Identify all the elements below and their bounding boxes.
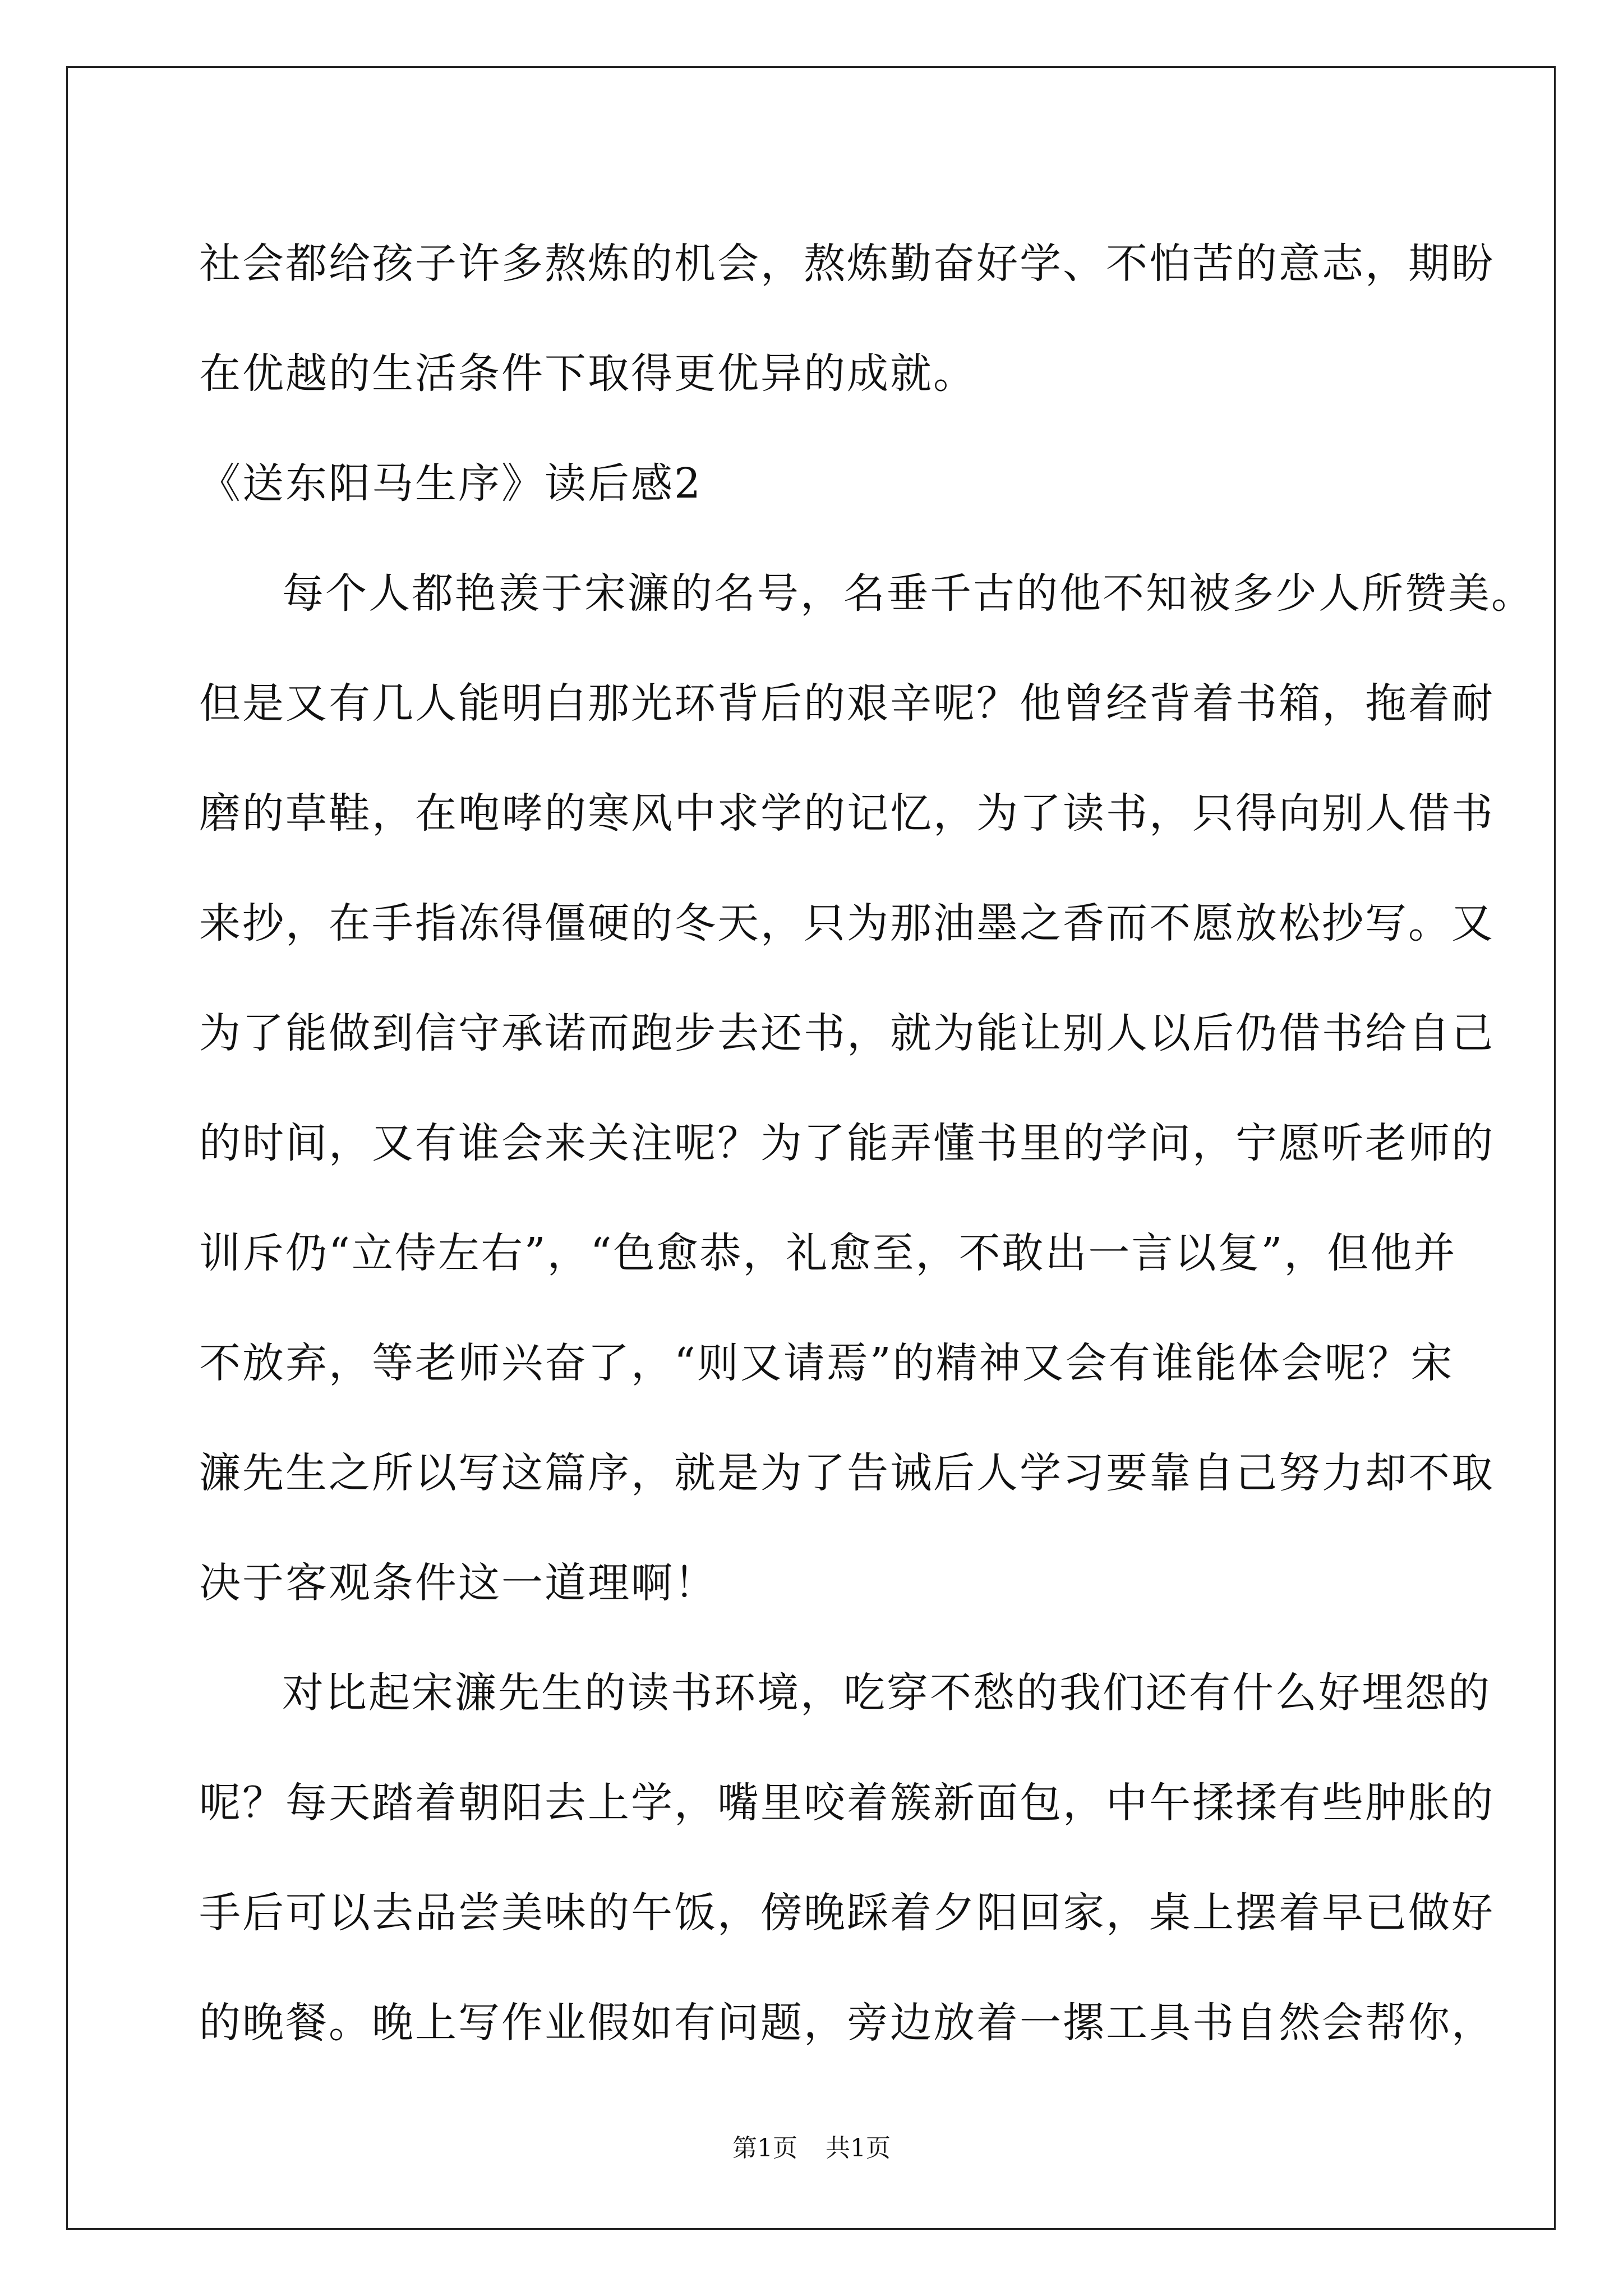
section-heading: 《送东阳马生序》读后感2 xyxy=(199,459,703,508)
text-line: 的时间，又有谁会来关注呢？为了能弄懂书里的学问，宁愿听老师的 xyxy=(199,1119,1495,1167)
text-line: 磨的草鞋，在咆哮的寒风中求学的记忆，为了读书，只得向别人借书 xyxy=(199,789,1495,838)
page-number: 第1页 xyxy=(732,2134,797,2162)
text-line: 的晚餐。晚上写作业假如有问题，旁边放着一摞工具书自然会帮你， xyxy=(199,1999,1495,2047)
text-line: 决于客观条件这一道理啊！ xyxy=(199,1559,717,1607)
page-footer xyxy=(0,2132,1623,2165)
text-line: 为了能做到信守承诺而跑步去还书，就为能让别人以后仍借书给自己 xyxy=(199,1009,1495,1057)
text-line: 来抄，在手指冻得僵硬的冬天，只为那油墨之香而不愿放松抄写。又 xyxy=(199,899,1495,947)
page-total: 共1页 xyxy=(826,2134,891,2162)
text-line: 手后可以去品尝美味的午饭，傍晚踩着夕阳回家，桌上摆着早已做好 xyxy=(199,1889,1495,1937)
text-line: 呢？每天踏着朝阳去上学，嘴里咬着簇新面包，中午揉揉有些肿胀的 xyxy=(199,1779,1495,1827)
text-line: 每个人都艳羡于宋濂的名号，名垂千古的他不知被多少人所赞美。 xyxy=(282,569,1534,618)
text-line: 在优越的生活条件下取得更优异的成就。 xyxy=(199,349,976,398)
text-line: 训斥仍“立侍左右”，“色愈恭，礼愈至，不敢出一言以复”，但他并 xyxy=(199,1229,1457,1277)
text-line: 对比起宋濂先生的读书环境，吃穿不愁的我们还有什么好埋怨的 xyxy=(282,1669,1491,1717)
text-line: 社会都给孩子许多熬炼的机会，熬炼勤奋好学、不怕苦的意志，期盼 xyxy=(199,240,1495,288)
text-line: 不放弃，等老师兴奋了，“则又请焉”的精神又会有谁能体会呢？宋 xyxy=(199,1339,1454,1387)
text-line: 濂先生之所以写这篇序，就是为了告诫后人学习要靠自己努力却不取 xyxy=(199,1449,1495,1497)
text-line: 但是又有几人能明白那光环背后的艰辛呢？他曾经背着书箱，拖着耐 xyxy=(199,679,1495,728)
document-body xyxy=(199,209,1534,2078)
